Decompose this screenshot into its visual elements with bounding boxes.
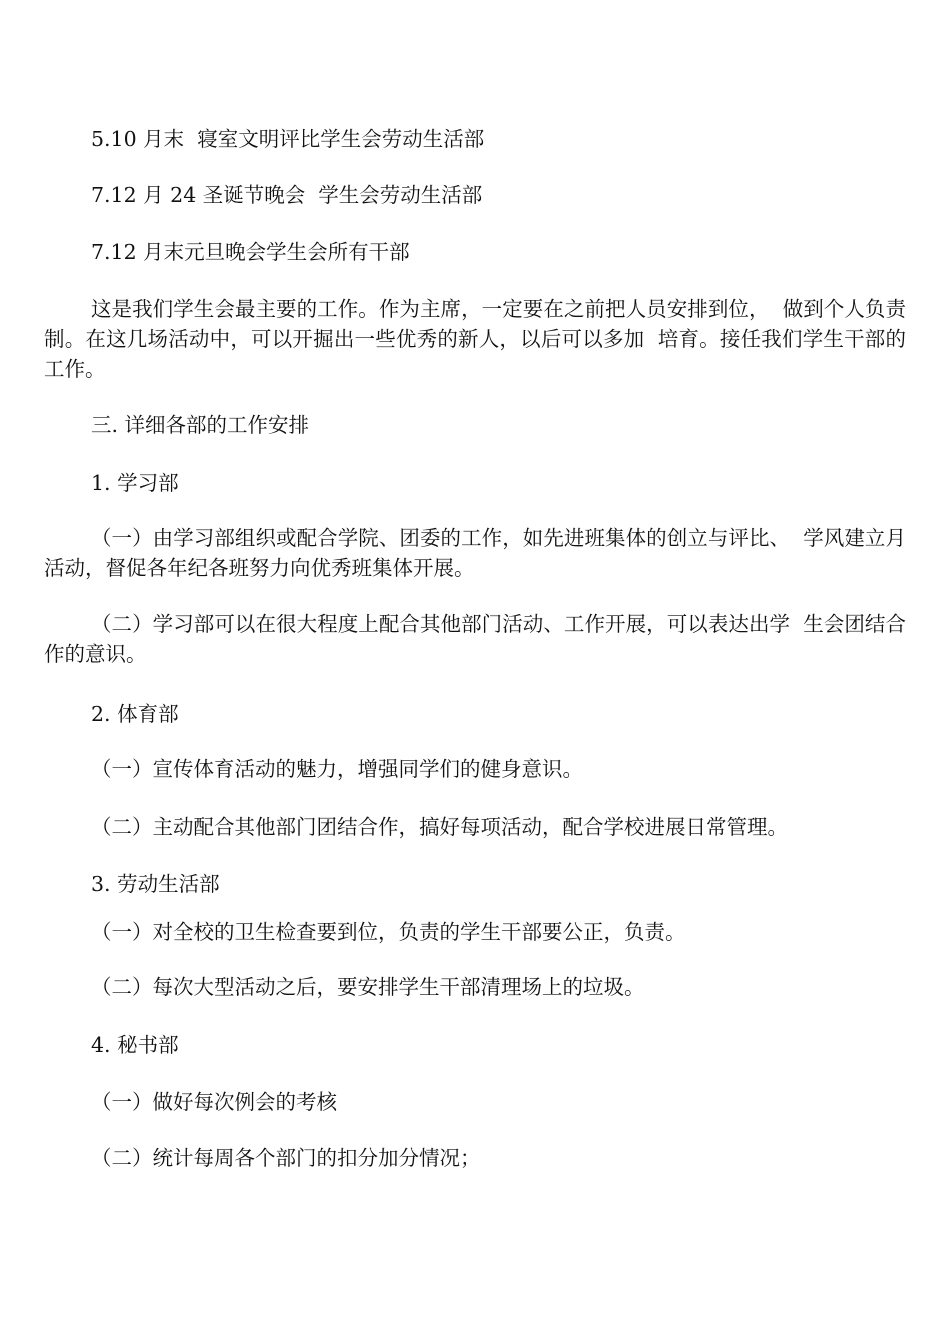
department-heading-sports: 2. 体育部: [91, 702, 179, 726]
sports-item-2: （二）主动配合其他部门团结合作，搞好每项活动，配合学校进展日常管理。: [91, 815, 788, 839]
schedule-item-christmas-party: 7.12 月 24 圣诞节晚会 学生会劳动生活部: [91, 183, 483, 207]
study-item-1: （一）由学习部组织或配合学院、团委的工作，如先进班集体的创立与评比、 学风建立月活动，督促各年纪各班努力向优秀班集体开展。: [44, 526, 906, 580]
labor-item-2: （二）每次大型活动之后，要安排学生干部清理场上的垃圾。: [91, 975, 645, 999]
labor-item-1: （一）对全校的卫生检查要到位，负责的学生干部要公正，负责。: [91, 920, 686, 944]
sports-item-1: （一）宣传体育活动的魅力，增强同学们的健身意识。: [91, 757, 583, 781]
department-heading-labor: 3. 劳动生活部: [91, 872, 220, 896]
section-heading-department-plan: 三. 详细各部的工作安排: [91, 413, 310, 437]
secretary-item-1: （一）做好每次例会的考核: [91, 1090, 337, 1114]
summary-paragraph: 这是我们学生会最主要的工作。作为主席，一定要在之前把人员安排到位， 做到个人负责制。在这几场活动中，可以开掘出一些优秀的新人，以后可以多加 培育。接任我们学生干部的工作。: [44, 297, 906, 381]
department-heading-study: 1. 学习部: [91, 471, 179, 495]
department-heading-secretary: 4. 秘书部: [91, 1033, 179, 1057]
study-item-2: （二）学习部可以在很大程度上配合其他部门活动、工作开展，可以表达出学 生会团结合作的意识。: [44, 612, 906, 666]
secretary-item-2: （二）统计每周各个部门的扣分加分情况；: [91, 1146, 481, 1170]
schedule-item-new-year-party: 7.12 月末元旦晚会学生会所有干部: [91, 240, 410, 264]
schedule-item-dorm-evaluation: 5.10 月末 寝室文明评比学生会劳动生活部: [91, 127, 485, 151]
